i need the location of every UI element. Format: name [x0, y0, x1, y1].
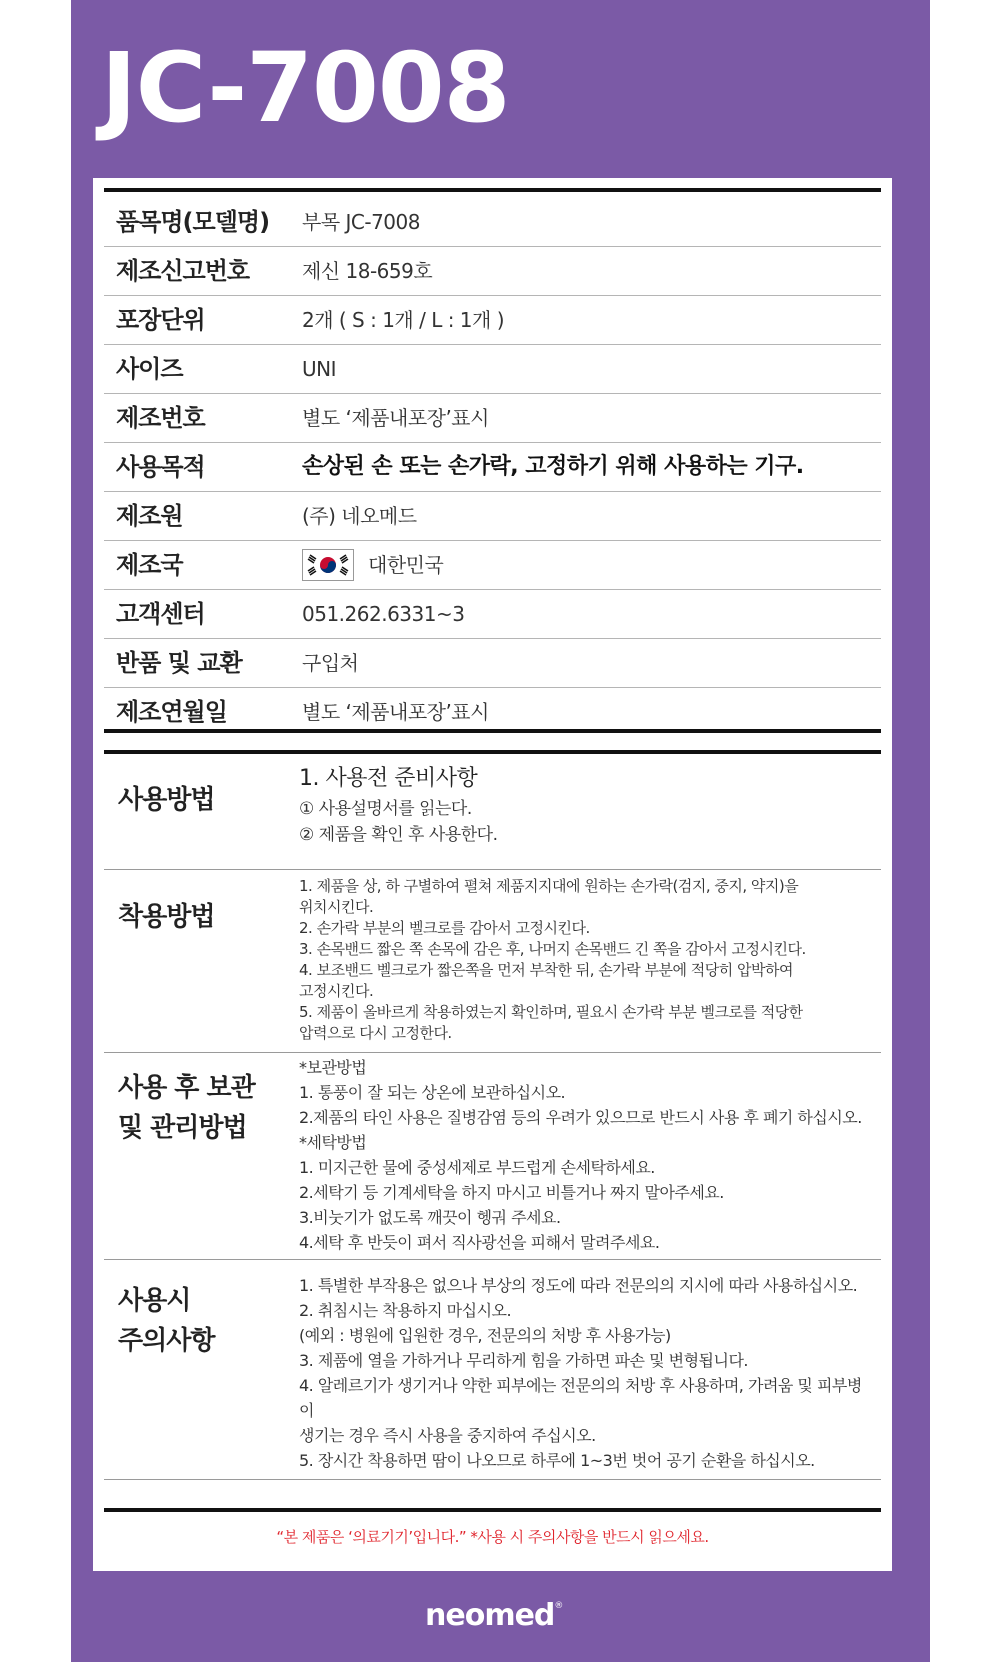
spec-row [104, 198, 881, 247]
top-rule [104, 188, 881, 192]
storage-line: 2.세탁기 등 기계세탁을 하지 마시고 비틀거나 짜지 말아주세요. [299, 1183, 724, 1202]
storage-label-line1: 사용 후 보관 [118, 1073, 255, 1103]
storage-label-line2: 및 관리방법 [118, 1113, 247, 1143]
usage-body [299, 762, 873, 848]
spec-label: 사이즈 [116, 355, 183, 383]
storage-line: 4.세탁 후 반듯이 펴서 직사광선을 피해서 말려주세요. [299, 1233, 660, 1252]
wearing-line: 5. 제품이 올바르게 착용하였는지 확인하며, 필요시 손가락 부분 벨크로를 적당한 [299, 1003, 803, 1021]
spec-value: 051.262.6331~3 [302, 602, 465, 626]
spec-value: 별도 ‘제품내포장’표시 [302, 700, 489, 724]
spec-label: 포장단위 [116, 306, 205, 334]
wearing-line: 4. 보조밴드 벨크로가 짧은쪽을 먼저 부착한 뒤, 손가락 부분에 적당히 압박하여 [299, 961, 793, 979]
storage-body [299, 1055, 873, 1255]
wearing-line: 압력으로 다시 고정한다. [299, 1024, 452, 1042]
spec-label: 제조연월일 [116, 698, 227, 726]
spec-value: 구입처 [302, 651, 359, 675]
spec-value: 부목 JC-7008 [302, 210, 420, 234]
storage-line: 1. 미지근한 물에 중성세제로 부드럽게 손세탁하세요. [299, 1158, 655, 1177]
caution-label-line2: 주의사항 [118, 1326, 215, 1356]
wearing-line: 2. 손가락 부분의 벨크로를 감아서 고정시킨다. [299, 919, 590, 937]
spec-value: 손상된 손 또는 손가락, 고정하기 위해 사용하는 기구. [302, 454, 804, 479]
usage-label: 사용방법 [118, 785, 215, 815]
wearing-line: 위치시킨다. [299, 898, 374, 916]
caution-line: (예외 : 병원에 입원한 경우, 전문의의 처방 후 사용가능) [299, 1326, 671, 1345]
wearing-label: 착용방법 [118, 902, 215, 932]
spec-label: 제조신고번호 [116, 257, 250, 285]
storage-line: 2.제품의 타인 사용은 질병감염 등의 우려가 있으므로 반드시 사용 후 폐기 하십시오. [299, 1108, 862, 1127]
wearing-line: 고정시킨다. [299, 982, 374, 1000]
spec-row [104, 247, 881, 296]
storage-section [104, 1052, 881, 1260]
spec-row [104, 492, 881, 541]
spec-table [104, 198, 881, 736]
mid-rule [104, 729, 881, 733]
spec-row [104, 541, 881, 590]
bottom-rule [104, 1508, 881, 1512]
usage-heading: 1. 사용전 준비사항 [299, 766, 478, 791]
spec-row [104, 443, 881, 492]
usage-section [104, 754, 881, 870]
usage-line: ② 제품을 확인 후 사용한다. [299, 825, 498, 845]
storage-line: *세탁방법 [299, 1133, 367, 1152]
brand-name: neomed [425, 1598, 555, 1633]
spec-value: 별도 ‘제품내포장’표시 [302, 406, 489, 430]
caution-section [104, 1259, 881, 1480]
spec-row [104, 639, 881, 688]
spec-value: 제신 18-659호 [302, 259, 433, 283]
caution-line: 4. 알레르기가 생기거나 약한 피부에는 전문의의 처방 후 사용하며, 가려움 및 피부병이 [299, 1376, 862, 1420]
spec-value: 대한민국 [368, 553, 444, 577]
caution-line: 1. 특별한 부작용은 없으나 부상의 정도에 따라 전문의의 지시에 따라 사용하십시오. [299, 1276, 858, 1295]
spec-row [104, 296, 881, 345]
storage-line: 3.비눗기가 없도록 깨끗이 헹궈 주세요. [299, 1208, 561, 1227]
spec-label: 품목명(모델명) [116, 208, 270, 236]
wearing-section [104, 869, 881, 1053]
spec-value: 2개 ( S : 1개 / L : 1개 ) [302, 308, 505, 332]
neomed-logo [425, 1598, 562, 1633]
spec-row [104, 394, 881, 443]
spec-label: 제조원 [116, 502, 183, 530]
spec-label: 제조국 [116, 551, 183, 579]
wearing-body [299, 876, 873, 1044]
spec-label: 고객센터 [116, 600, 205, 628]
storage-line: 1. 통풍이 잘 되는 상온에 보관하십시오. [299, 1083, 566, 1102]
caution-line: 3. 제품에 열을 가하거나 무리하게 힘을 가하면 파손 및 변형됩니다. [299, 1351, 748, 1370]
spec-label: 반품 및 교환 [116, 649, 242, 677]
caution-line: 2. 취침시는 착용하지 마십시오. [299, 1301, 512, 1320]
korea-flag-icon [302, 549, 354, 581]
storage-line: *보관방법 [299, 1058, 367, 1077]
spec-label: 사용목적 [116, 453, 205, 481]
spec-row [104, 345, 881, 394]
caution-label-line1: 사용시 [118, 1286, 191, 1316]
caution-body [299, 1273, 873, 1473]
product-info-card [93, 178, 892, 1571]
spec-value-wrap [302, 541, 443, 589]
medical-device-notice: “본 제품은 ‘의료기기’입니다.” *사용 시 주의사항을 반드시 읽으세요. [276, 1528, 709, 1546]
spec-value: (주) 네오메드 [302, 504, 417, 528]
wearing-line: 1. 제품을 상, 하 구별하여 펼쳐 제품지지대에 원하는 손가락(검지, 중지, 약지)을 [299, 877, 799, 895]
spec-row [104, 590, 881, 639]
caution-line: 5. 장시간 착용하면 땀이 나오므로 하루에 1~3번 벗어 공기 순환을 하십시오. [299, 1451, 815, 1470]
spec-value: UNI [302, 357, 336, 381]
spec-label: 제조번호 [116, 404, 205, 432]
caution-line: 생기는 경우 즉시 사용을 중지하여 주십시오. [299, 1426, 596, 1445]
usage-line: ① 사용설명서를 읽는다. [299, 799, 472, 819]
model-title: JC-7008 [101, 32, 510, 144]
registered-mark: ® [554, 1601, 563, 1611]
wearing-line: 3. 손목밴드 짧은 쪽 손목에 감은 후, 나머지 손목밴드 긴 쪽을 감아서 고정시킨다. [299, 940, 806, 958]
